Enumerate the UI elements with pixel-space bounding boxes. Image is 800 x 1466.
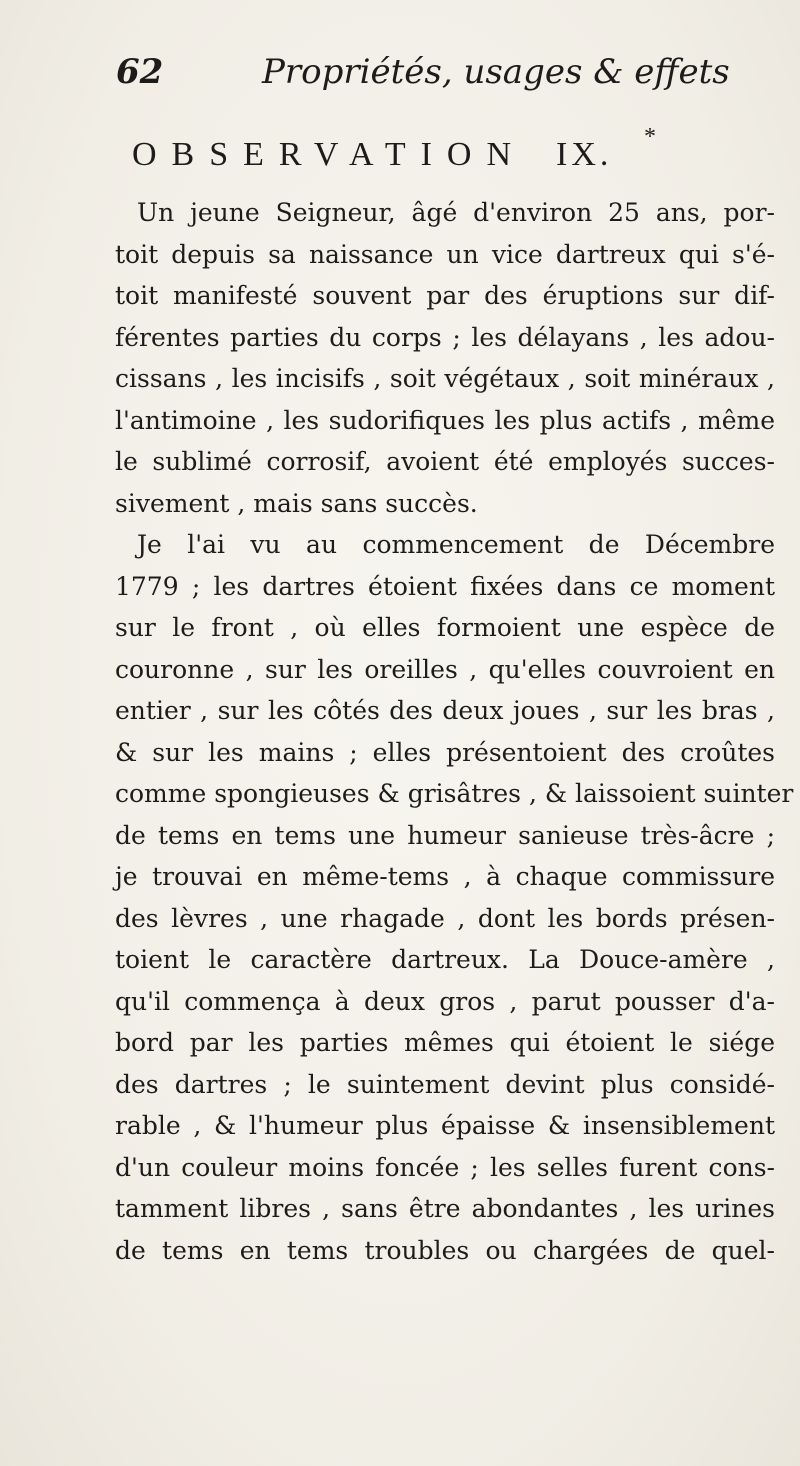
text-line: rable , & l'humeur plus épaisse & insensiblement	[115, 1111, 775, 1140]
text-line: toit manifesté souvent par des éruptions sur dif-	[115, 281, 775, 310]
observation-number: IX.	[556, 136, 613, 173]
text-line: d'un couleur moins foncée ; les selles furent cons-	[115, 1152, 775, 1182]
page-number: 62	[116, 52, 164, 92]
body-text	[115, 192, 794, 1271]
text-line: sivement , mais sans succès.	[115, 488, 478, 518]
text-line: des dartres ; le suintement devint plus considé-	[115, 1069, 775, 1099]
running-title: Propriétés, usages & effets	[262, 52, 730, 92]
page-header	[0, 46, 800, 106]
text-line: sur le front , où elles formoient une espèce de	[115, 613, 775, 642]
footnote-marker: *	[644, 124, 656, 150]
text-line: férentes parties du corps ; les délayans , les adou-	[115, 322, 775, 352]
text-line: & sur les mains ; elles présentoient des croûtes	[115, 737, 775, 767]
text-line: le sublimé corrosif, avoient été employés succes-	[115, 447, 775, 476]
text-line: l'antimoine , les sudorifiques les plus actifs , même	[115, 405, 775, 435]
text-line: des lèvres , une rhagade , dont les bords présen-	[115, 903, 775, 933]
text-line: qu'il commença à deux gros , parut pousser d'a-	[115, 986, 775, 1016]
text-line: tamment libres , sans être abondantes , les urines	[115, 1194, 775, 1223]
text-line: comme spongieuses & grisâtres , & laissoient suinter	[115, 779, 794, 808]
text-line: Je l'ai vu au commencement de Décembre	[137, 530, 775, 559]
observation-word: OBSERVATION	[132, 136, 527, 173]
text-line: couronne , sur les oreilles , qu'elles couvroient en	[115, 654, 775, 684]
text-line: entier , sur les côtés des deux joues , sur les bras ,	[115, 696, 775, 725]
text-line: 1779 ; les dartres étoient fixées dans ce moment	[115, 571, 775, 601]
text-line: cissans , les incisifs , soit végétaux , soit minéraux ,	[115, 364, 775, 393]
text-line: de tems en tems une humeur sanieuse très-âcre ;	[115, 820, 775, 850]
observation-heading	[0, 124, 800, 188]
text-line: de tems en tems troubles ou chargées de quel-	[115, 1235, 775, 1265]
text-line: bord par les parties mêmes qui étoient le siége	[115, 1028, 775, 1057]
text-line: toit depuis sa naissance un vice dartreux qui s'é-	[115, 239, 775, 269]
text-line: toient le caractère dartreux. La Douce-amère ,	[115, 945, 775, 974]
text-line: Un jeune Seigneur, âgé d'environ 25 ans, por-	[137, 198, 775, 227]
text-line: je trouvai en même-tems , à chaque commissure	[115, 862, 775, 891]
